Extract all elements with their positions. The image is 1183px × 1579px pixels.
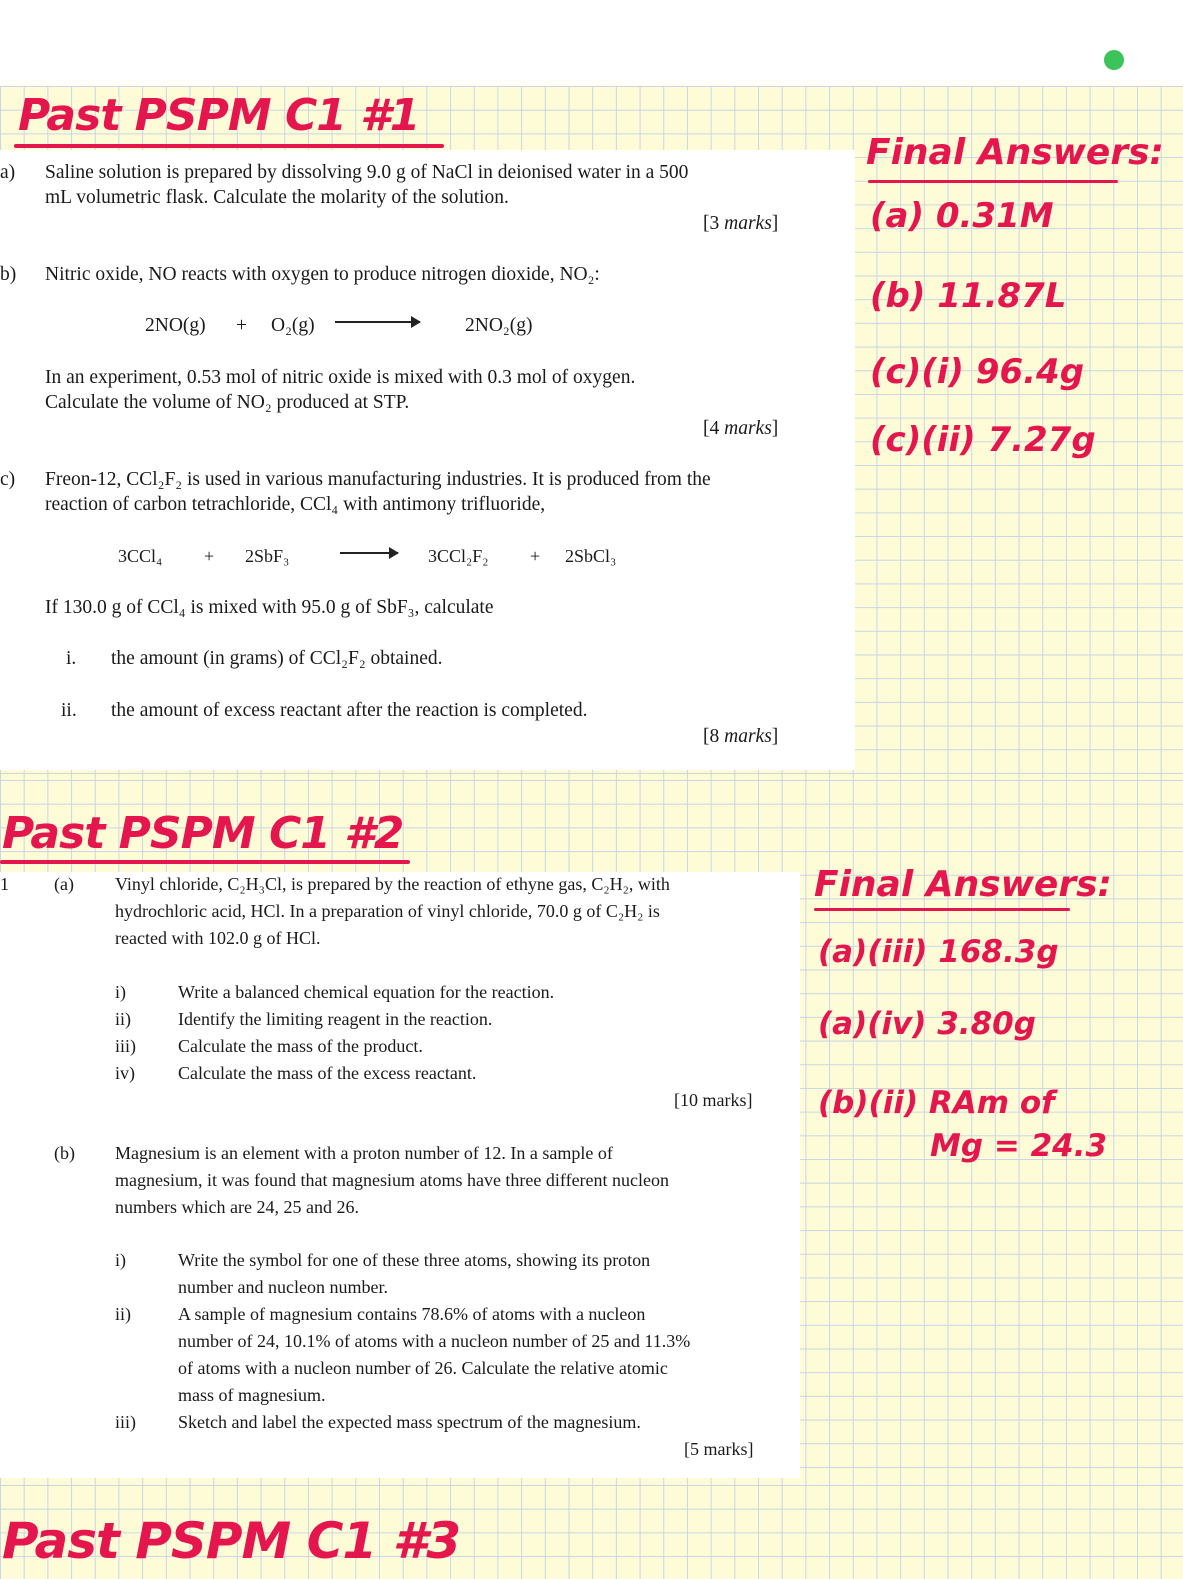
q1c-eq-arrow bbox=[340, 552, 398, 554]
q1a-marks: [3 marks] bbox=[703, 213, 779, 234]
q2b-label: (b) bbox=[54, 1143, 75, 1163]
q2b-ii-line-2: number of 24, 10.1% of atoms with a nucleon number of 25 and 11.3% bbox=[178, 1331, 691, 1351]
q1c-eq-term-3: 3CCl₂F₂ bbox=[428, 546, 489, 566]
final-answers-underline-1 bbox=[868, 180, 1118, 183]
q1a-line-2: mL volumetric flask. Calculate the molarity of the solution. bbox=[45, 187, 509, 208]
answer-1ci: (c)(i) 96.4g bbox=[870, 352, 1085, 392]
q2a-item-3-label: iii) bbox=[115, 1036, 136, 1056]
final-answers-title-2: Final Answers: bbox=[814, 864, 1112, 905]
final-answers-title-1: Final Answers: bbox=[866, 132, 1164, 173]
q1b-marks: [4 marks] bbox=[703, 418, 779, 439]
q2a-marks: [10 marks] bbox=[674, 1090, 753, 1110]
q1c-eq-plus-2: + bbox=[530, 546, 541, 566]
question-panel-1 bbox=[0, 150, 855, 770]
q1c-eq-term-4: 2SbCl₃ bbox=[565, 546, 617, 566]
q2a-label: (a) bbox=[54, 874, 74, 894]
q1c-eq-term-1: 3CCl₄ bbox=[118, 546, 163, 566]
q2a-item-1-text: Write a balanced chemical equation for the reaction. bbox=[178, 982, 555, 1002]
q2b-ii-line-4: mass of magnesium. bbox=[178, 1385, 326, 1405]
q2b-line-3: numbers which are 24, 25 and 26. bbox=[115, 1197, 359, 1217]
q1c-i-text: the amount (in grams) of CCl₂F₂ obtained. bbox=[111, 648, 443, 669]
q2b-i-label: i) bbox=[115, 1250, 126, 1270]
q2b-ii-line-3: of atoms with a nucleon number of 26. Calculate the relative atomic bbox=[178, 1358, 668, 1378]
q1a-label: a) bbox=[0, 162, 16, 183]
q1c-line-3: If 130.0 g of CCl₄ is mixed with 95.0 g of SbF₃, calculate bbox=[45, 597, 494, 618]
final-answers-underline-2 bbox=[814, 908, 1070, 911]
q1c-ii-label: ii. bbox=[61, 700, 77, 721]
answer-2bii-line-2: Mg = 24.3 bbox=[930, 1128, 1108, 1164]
answer-2aiii: (a)(iii) 168.3g bbox=[818, 934, 1059, 970]
q2b-i-line-1: Write the symbol for one of these three atoms, showing its proton bbox=[178, 1250, 651, 1270]
q1c-label: c) bbox=[0, 469, 16, 490]
q2a-item-1-label: i) bbox=[115, 982, 126, 1002]
section-heading-2: Past PSPM C1 #2 bbox=[2, 808, 404, 859]
q1b-eq-reactant-2: O₂(g) bbox=[271, 315, 315, 336]
q1c-ii-text: the amount of excess reactant after the reaction is completed. bbox=[111, 700, 588, 721]
q1b-line-2: In an experiment, 0.53 mol of nitric oxide is mixed with 0.3 mol of oxygen. bbox=[45, 367, 636, 388]
q1c-marks: [8 marks] bbox=[703, 726, 779, 747]
answer-1cii: (c)(ii) 7.27g bbox=[870, 420, 1096, 460]
answer-2bii-line-1: (b)(ii) RAm of bbox=[818, 1085, 1055, 1121]
answer-2aiv: (a)(iv) 3.80g bbox=[818, 1006, 1036, 1042]
q1b-eq-product: 2NO₂(g) bbox=[465, 315, 533, 336]
q2a-line-1: Vinyl chloride, C₂H₃Cl, is prepared by the reaction of ethyne gas, C₂H₂, with bbox=[115, 874, 670, 894]
q2a-item-2-text: Identify the limiting reagent in the reaction. bbox=[178, 1009, 493, 1029]
status-dot bbox=[1104, 50, 1124, 70]
q2b-line-2: magnesium, it was found that magnesium atoms have three different nucleon bbox=[115, 1170, 670, 1190]
q1a-line-1: Saline solution is prepared by dissolving 9.0 g of NaCl in deionised water in a 500 bbox=[45, 162, 689, 183]
q2a-item-3-text: Calculate the mass of the product. bbox=[178, 1036, 423, 1056]
q1c-line-2: reaction of carbon tetrachloride, CCl₄ with antimony trifluoride, bbox=[45, 494, 546, 515]
q2b-marks: [5 marks] bbox=[684, 1439, 754, 1459]
q2b-i-line-2: number and nucleon number. bbox=[178, 1277, 388, 1297]
q1c-i-label: i. bbox=[66, 648, 77, 669]
q2b-line-1: Magnesium is an element with a proton number of 12. In a sample of bbox=[115, 1143, 613, 1163]
q2a-line-2: hydrochloric acid, HCl. In a preparation of vinyl chloride, 70.0 g of C₂H₂ is bbox=[115, 901, 660, 921]
q1b-line-3: Calculate the volume of NO₂ produced at STP. bbox=[45, 392, 410, 413]
q2b-iii-text: Sketch and label the expected mass spectrum of the magnesium. bbox=[178, 1412, 641, 1432]
heading-underline-2 bbox=[0, 860, 410, 864]
q2a-item-4-label: iv) bbox=[115, 1063, 135, 1083]
answer-1a: (a) 0.31M bbox=[870, 196, 1054, 236]
q2-number: 1 bbox=[0, 874, 9, 894]
answer-1b: (b) 11.87L bbox=[870, 276, 1067, 316]
q1b-eq-plus: + bbox=[236, 315, 247, 336]
section-heading-1: Past PSPM C1 #1 bbox=[18, 90, 420, 141]
q2b-iii-label: iii) bbox=[115, 1412, 136, 1432]
q2a-line-3: reacted with 102.0 g of HCl. bbox=[115, 928, 321, 948]
q2b-ii-label: ii) bbox=[115, 1304, 131, 1324]
q1b-label: b) bbox=[0, 264, 17, 285]
q1b-eq-arrow bbox=[335, 321, 420, 323]
q1b-eq-reactant-1: 2NO(g) bbox=[145, 315, 206, 336]
q2a-item-4-text: Calculate the mass of the excess reactant. bbox=[178, 1063, 477, 1083]
q1c-eq-term-2: 2SbF₃ bbox=[245, 546, 290, 566]
q2a-item-2-label: ii) bbox=[115, 1009, 131, 1029]
q1b-line-1: Nitric oxide, NO reacts with oxygen to produce nitrogen dioxide, NO₂: bbox=[45, 264, 600, 285]
q2b-ii-line-1: A sample of magnesium contains 78.6% of atoms with a nucleon bbox=[178, 1304, 646, 1324]
q1c-eq-plus-1: + bbox=[204, 546, 215, 566]
section-heading-3: Past PSPM C1 #3 bbox=[2, 1512, 461, 1570]
heading-underline-1 bbox=[14, 144, 444, 148]
q1c-line-1: Freon-12, CCl₂F₂ is used in various manufacturing industries. It is produced from the bbox=[45, 469, 711, 490]
